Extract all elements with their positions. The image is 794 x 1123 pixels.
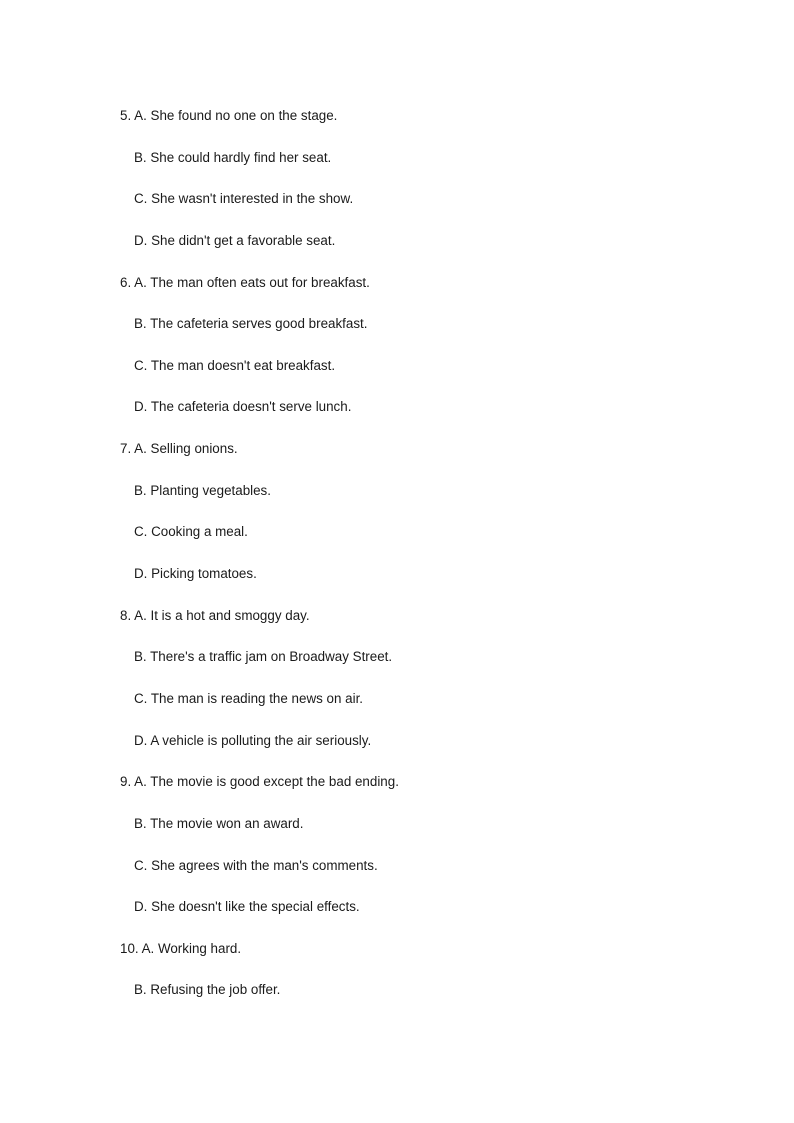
question-9 xyxy=(120,772,720,939)
question-5-option-b: B. She could hardly find her seat. xyxy=(134,149,332,165)
question-5-option-d: D. She didn't get a favorable seat. xyxy=(134,232,336,248)
question-7-option-b: B. Planting vegetables. xyxy=(134,482,271,498)
question-10 xyxy=(120,939,720,1022)
question-7-option-c: C. Cooking a meal. xyxy=(134,524,248,540)
question-9-option-b: B. The movie won an award. xyxy=(134,815,304,831)
question-6-option-c: C. The man doesn't eat breakfast. xyxy=(134,357,336,373)
question-8-option-c: C. The man is reading the news on air. xyxy=(134,690,364,706)
question-9-stem: 9. A. The movie is good except the bad ending. xyxy=(120,774,399,790)
question-7-option-d: D. Picking tomatoes. xyxy=(134,566,257,582)
question-10-stem: 10. A. Working hard. xyxy=(120,940,242,956)
question-6 xyxy=(120,273,720,440)
question-9-option-c: C. She agrees with the man's comments. xyxy=(134,857,378,873)
question-5-stem: 5. A. She found no one on the stage. xyxy=(120,108,338,123)
question-6-option-b: B. The cafeteria serves good breakfast. xyxy=(134,316,368,332)
question-5-option-c: C. She wasn't interested in the show. xyxy=(134,191,354,207)
question-9-option-d: D. She doesn't like the special effects. xyxy=(134,899,360,915)
question-8-stem: 8. A. It is a hot and smoggy day. xyxy=(120,607,310,623)
question-7 xyxy=(120,439,720,606)
question-6-option-d: D. The cafeteria doesn't serve lunch. xyxy=(134,399,352,415)
question-10-option-b: B. Refusing the job offer. xyxy=(134,982,281,998)
question-7-stem: 7. A. Selling onions. xyxy=(120,441,238,457)
question-8 xyxy=(120,606,720,773)
question-5 xyxy=(120,106,720,273)
question-8-option-b: B. There's a traffic jam on Broadway Street. xyxy=(134,649,393,665)
question-list xyxy=(120,106,720,1022)
question-6-stem: 6. A. The man often eats out for breakfast. xyxy=(120,274,370,290)
question-8-option-d: D. A vehicle is polluting the air seriously. xyxy=(134,732,372,748)
